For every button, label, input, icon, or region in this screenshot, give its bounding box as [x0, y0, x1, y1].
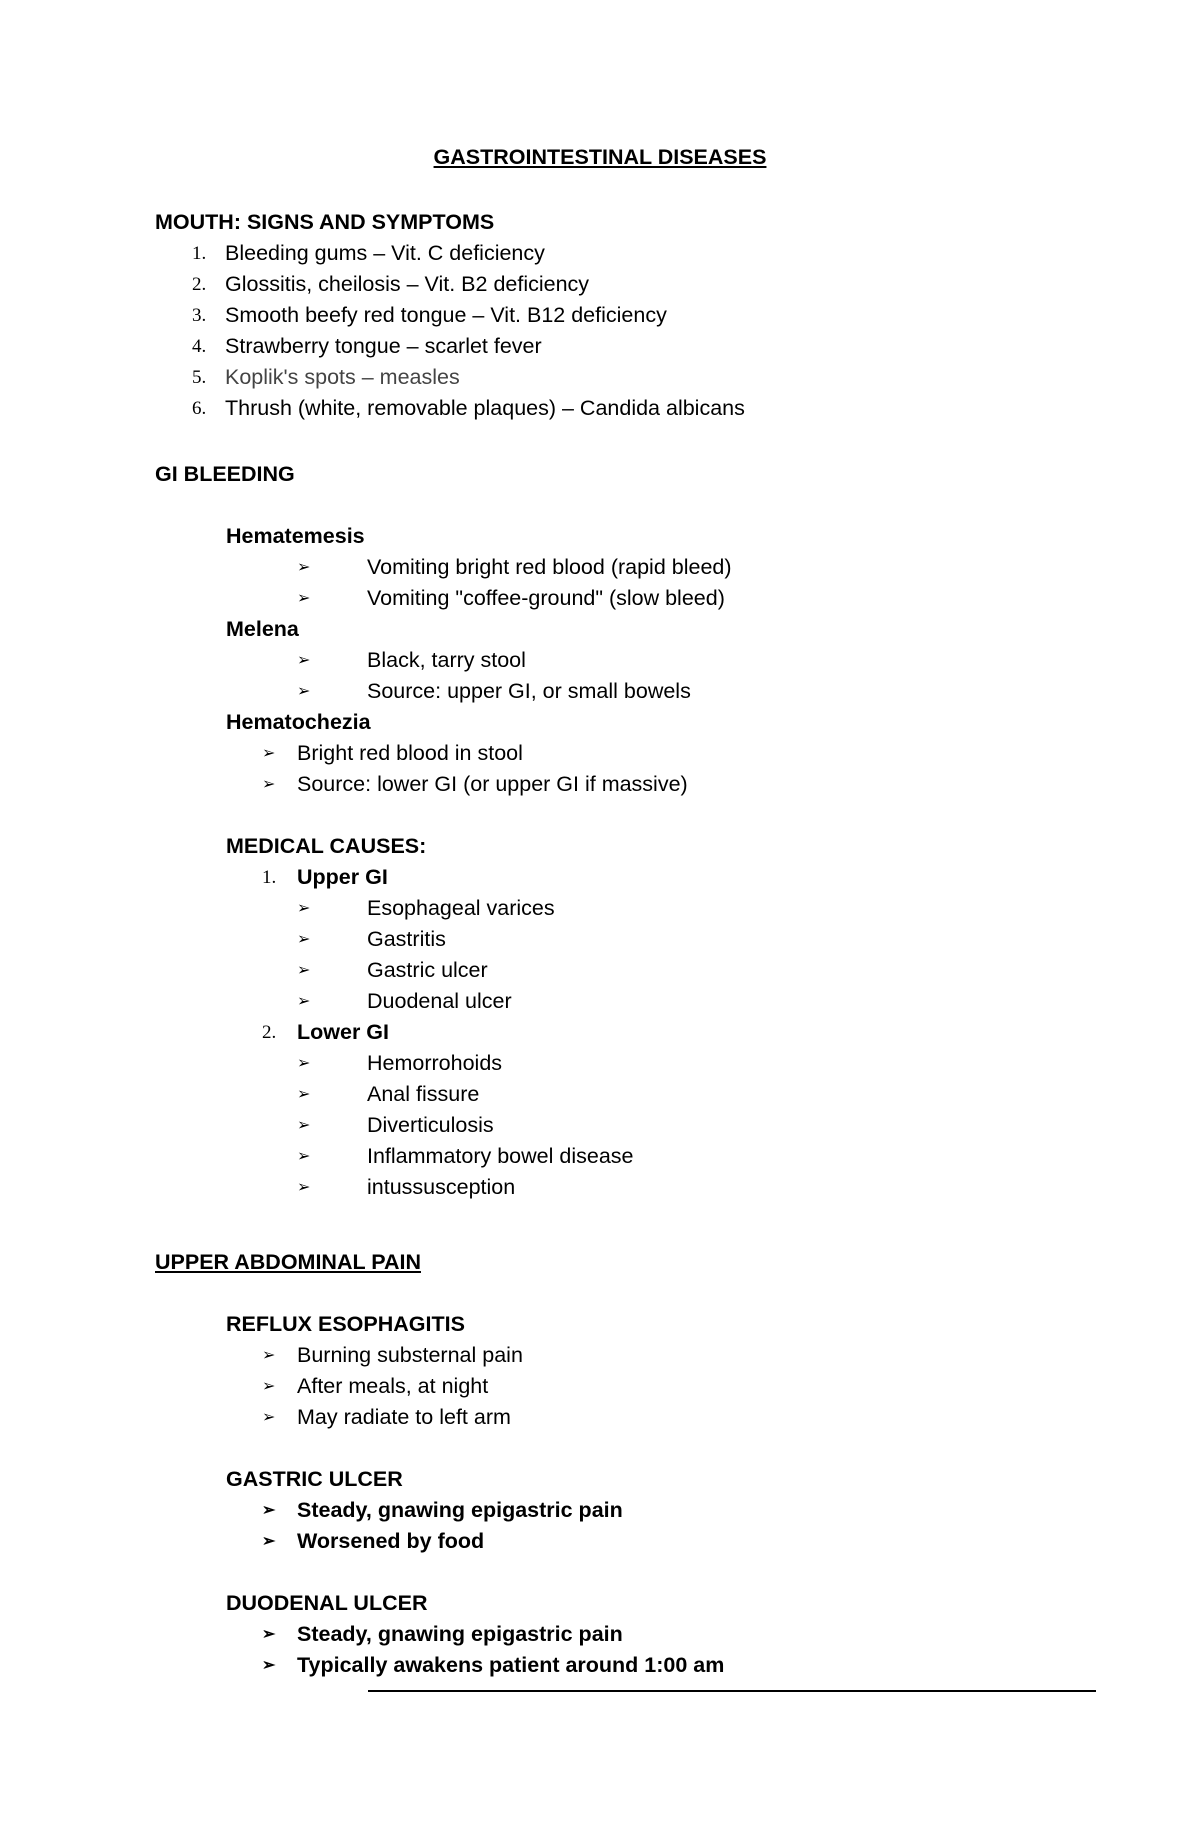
arrow-bullet-icon: ➢ [262, 1347, 276, 1364]
list-item: ➢ Bright red blood in stool [155, 738, 1140, 769]
arrow-bullet-icon: ➢ [297, 900, 311, 917]
list-item: 5. Koplik's spots – measles [192, 365, 460, 389]
horizontal-rule [368, 1690, 1096, 1692]
melena-label: Melena [226, 617, 299, 641]
mouth-heading: MOUTH: SIGNS AND SYMPTOMS [155, 210, 495, 234]
upper-abdominal-section [155, 1247, 1140, 1681]
mouth-section [155, 207, 1140, 424]
arrow-bullet-icon: ➢ [262, 1626, 276, 1643]
list-item: 2. Glossitis, cheilosis – Vit. B2 deficiency [192, 272, 590, 296]
list-item: ➢ Esophageal varices [155, 893, 1140, 924]
list-item: 1. Bleeding gums – Vit. C deficiency [192, 241, 545, 265]
list-item: 1. Upper GI [262, 865, 388, 889]
list-item: ➢ Gastric ulcer [155, 955, 1140, 986]
reflux-label: REFLUX ESOPHAGITIS [226, 1312, 465, 1336]
arrow-bullet-icon: ➢ [297, 652, 311, 669]
list-item: 2. Lower GI [262, 1020, 389, 1044]
arrow-bullet-icon: ➢ [262, 1657, 276, 1674]
list-item: ➢ Typically awakens patient around 1:00 am [155, 1650, 1140, 1681]
list-item: ➢ Inflammatory bowel disease [155, 1141, 1140, 1172]
arrow-bullet-icon: ➢ [297, 1179, 311, 1196]
arrow-bullet-icon: ➢ [262, 1502, 276, 1519]
arrow-bullet-icon: ➢ [297, 559, 311, 576]
list-item: ➢ May radiate to left arm [155, 1402, 1140, 1433]
list-item: ➢ Steady, gnawing epigastric pain [155, 1619, 1140, 1650]
list-item: ➢ Source: lower GI (or upper GI if massive) [155, 769, 1140, 800]
arrow-bullet-icon: ➢ [297, 683, 311, 700]
list-item: ➢ Vomiting "coffee-ground" (slow bleed) [155, 583, 1140, 614]
list-item: ➢ Hemorrohoids [155, 1048, 1140, 1079]
list-item: ➢ After meals, at night [155, 1371, 1140, 1402]
list-item: ➢ Worsened by food [155, 1526, 1140, 1557]
hematochezia-label: Hematochezia [226, 710, 371, 734]
list-item: ➢ Vomiting bright red blood (rapid bleed) [155, 552, 1140, 583]
list-item: 3. Smooth beefy red tongue – Vit. B12 deficiency [192, 303, 667, 327]
arrow-bullet-icon: ➢ [262, 1409, 276, 1426]
list-item: ➢ Steady, gnawing epigastric pain [155, 1495, 1140, 1526]
list-item: ➢ Anal fissure [155, 1079, 1140, 1110]
list-item: ➢ Black, tarry stool [155, 645, 1140, 676]
arrow-bullet-icon: ➢ [297, 1055, 311, 1072]
arrow-bullet-icon: ➢ [262, 776, 276, 793]
list-item: ➢ Burning substernal pain [155, 1340, 1140, 1371]
arrow-bullet-icon: ➢ [262, 1378, 276, 1395]
arrow-bullet-icon: ➢ [297, 993, 311, 1010]
upper-abdominal-heading: UPPER ABDOMINAL PAIN [155, 1250, 421, 1274]
list-item: ➢ intussusception [155, 1172, 1140, 1203]
gastric-ulcer-label: GASTRIC ULCER [226, 1467, 403, 1491]
list-item: ➢ Gastritis [155, 924, 1140, 955]
hematemesis-label: Hematemesis [226, 524, 365, 548]
gi-bleeding-heading: GI BLEEDING [155, 462, 295, 486]
list-item: ➢ Source: upper GI, or small bowels [155, 676, 1140, 707]
arrow-bullet-icon: ➢ [297, 1117, 311, 1134]
medical-causes-label: MEDICAL CAUSES: [226, 834, 427, 858]
duodenal-ulcer-label: DUODENAL ULCER [226, 1591, 428, 1615]
document-title: GASTROINTESTINAL DISEASES [433, 145, 767, 169]
list-item: 4. Strawberry tongue – scarlet fever [192, 334, 542, 358]
arrow-bullet-icon: ➢ [262, 1533, 276, 1550]
gi-bleeding-section [155, 459, 1140, 1203]
arrow-bullet-icon: ➢ [297, 931, 311, 948]
arrow-bullet-icon: ➢ [297, 1086, 311, 1103]
arrow-bullet-icon: ➢ [262, 745, 276, 762]
arrow-bullet-icon: ➢ [297, 962, 311, 979]
list-item: 6. Thrush (white, removable plaques) – Candida albicans [192, 396, 745, 420]
arrow-bullet-icon: ➢ [297, 1148, 311, 1165]
arrow-bullet-icon: ➢ [297, 590, 311, 607]
list-item: ➢ Duodenal ulcer [155, 986, 1140, 1017]
list-item: ➢ Diverticulosis [155, 1110, 1140, 1141]
